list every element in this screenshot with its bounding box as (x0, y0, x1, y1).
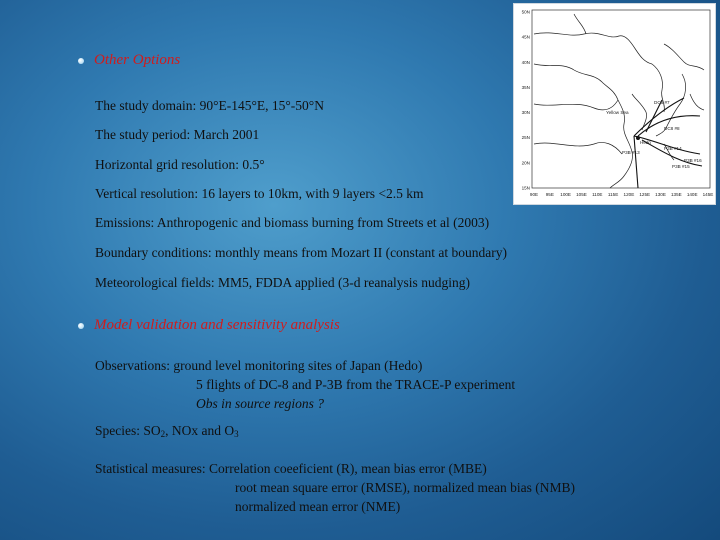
lat-tick-label: 35N (521, 84, 530, 90)
section-heading: Other Options (94, 52, 181, 68)
lon-tick-label: 115E (607, 192, 619, 197)
nme-line: normalized mean error (NME) (235, 499, 401, 514)
species-line (95, 423, 239, 439)
bullet-icon (78, 323, 84, 329)
lat-tick-label: 15N (521, 185, 530, 191)
lon-tick-label: 110E (592, 192, 603, 197)
lon-tick-label: 90E (529, 192, 539, 197)
lat-tick-label: 30N (521, 110, 530, 116)
lat-tick-label: 40N (521, 59, 530, 65)
place-label: P3B #16 (684, 158, 702, 163)
lon-tick-label: 105E (576, 192, 587, 197)
lon-tick-label: 145E (702, 192, 714, 197)
meteorological-fields-line: Meteorological fields: MM5, FDDA applied (3-d reanalysis nudging) (95, 275, 470, 290)
place-label: Yellow Sea (606, 110, 629, 115)
emissions-line: Emissions: Anthropogenic and biomass burning from Streets et al (2003) (95, 215, 490, 230)
section-model-validation (78, 317, 340, 334)
obs-source-regions-line: Obs in source regions ? (196, 396, 324, 411)
lon-tick-label: 100E (560, 192, 572, 197)
species-prefix: Species: SO (95, 423, 161, 438)
statistical-measures-line: Statistical measures: Correlation coeeficient (R), mean bias error (MBE) (95, 461, 487, 476)
lon-tick-label: 95E (545, 192, 554, 197)
period-line: The study period: March 2001 (95, 127, 260, 142)
place-label: Hedo (640, 140, 651, 145)
o3-subscript: 3 (234, 429, 239, 439)
lon-tick-label: 135E (670, 192, 682, 197)
species-mid: , NOx and O (165, 423, 235, 438)
place-label: P3B #14 (664, 146, 682, 151)
horizontal-resolution-line: Horizontal grid resolution: 0.5° (95, 157, 265, 172)
lon-tick-label: 140E (686, 192, 698, 197)
flights-line: 5 flights of DC-8 and P-3B from the TRACE-P experiment (196, 377, 516, 392)
map-figure (514, 4, 715, 204)
section-other-options (78, 52, 180, 69)
lat-tick-label: 25N (521, 135, 530, 141)
observations-line: Observations: ground level monitoring sites of Japan (Hedo) (95, 358, 423, 373)
domain-line: The study domain: 90°E-145°E, 15°-50°N (95, 98, 324, 113)
bullet-icon (78, 58, 84, 64)
place-label: DC8 #8 (664, 126, 680, 131)
boundary-conditions-line: Boundary conditions: monthly means from Mozart II (constant at boundary) (95, 245, 508, 260)
lat-tick-label: 45N (521, 34, 530, 40)
place-label: DC8 #7 (654, 100, 670, 105)
vertical-resolution-line: Vertical resolution: 16 layers to 10km, with 9 layers <2.5 km (95, 186, 424, 201)
lon-tick-label: 125E (639, 192, 651, 197)
lon-tick-label: 120E (623, 192, 635, 197)
rmse-line: root mean square error (RMSE), normalized mean bias (NMB) (235, 480, 576, 495)
place-label: P3B #15 (672, 164, 690, 169)
so2-subscript: 2 (160, 429, 166, 439)
lat-tick-label: 50N (521, 9, 530, 15)
place-label: P3B #13 (622, 150, 640, 155)
lon-tick-label: 130E (655, 192, 666, 197)
section-heading: Model validation and sensitivity analysis (94, 317, 340, 333)
study-domain-map (513, 3, 716, 205)
lat-tick-label: 20N (521, 160, 530, 166)
